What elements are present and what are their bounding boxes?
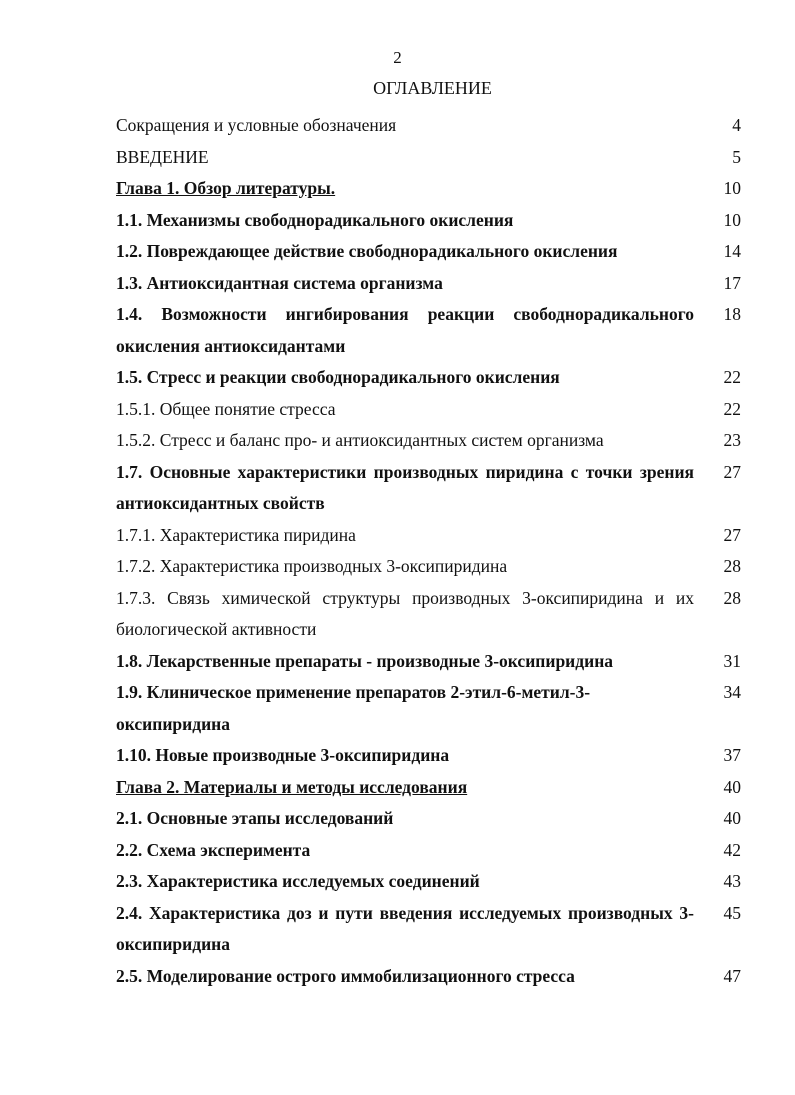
toc-entry-page: 18 [723,304,741,324]
page-number: 2 [393,48,402,67]
toc-entry-text: 1.1. Механизмы свободнорадикального окисления [116,209,514,230]
toc-entry-page: 47 [723,965,741,986]
toc-entry-text: 1.5.2. Стресс и баланс про- и антиоксидантных систем организма [116,430,604,450]
toc-entry [116,803,741,835]
toc-entry-page: 43 [723,871,741,891]
toc-entry-page: 27 [723,524,741,545]
toc-entry-text: 1.2. Повреждающее действие свободнорадикального окисления [116,241,618,261]
toc-entry-page: 28 [723,556,741,576]
toc-entry-page: 10 [723,209,741,230]
toc-entry [116,142,741,174]
toc-entry [116,961,741,993]
toc-title: ОГЛАВЛЕНИЕ [373,78,492,98]
toc-entry-text: 2.4. Характеристика доз и пути введения исследуемых производных 3-оксипиридина [116,902,694,954]
toc-entry-text: 1.5. Стресс и реакции свободнорадикального окисления [116,367,560,387]
toc-entry-text: 1.8. Лекарственные препараты - производные 3-оксипиридина [116,650,614,671]
toc-entry [116,520,741,552]
toc-entry [116,646,741,678]
toc-entry-page: 22 [723,398,741,419]
toc-entry [116,299,741,362]
toc-entry [116,583,741,646]
toc-entry [116,425,741,457]
toc-entry-text: 1.9. Клиническое применение препаратов 2-этил-6-метил-3-оксипиридина [116,682,591,734]
toc-entry-page: 42 [723,839,741,860]
toc-entry-text: Сокращения и условные обозначения [116,115,397,135]
toc-entry-text: Глава 1. Обзор литературы. [116,178,336,198]
toc-entry-page: 34 [723,682,741,702]
toc-entry [116,205,741,237]
toc-entry [116,362,741,394]
toc-entry-text: 1.4. Возможности ингибирования реакции свободнорадикального окисления антиоксидантами [116,304,694,356]
toc-entry-text: 1.7.3. Связь химической структуры производных 3-оксипиридина и их биологической активности [116,587,694,639]
toc-entry-page: 31 [723,650,741,671]
toc-entry-page: 10 [723,178,741,198]
toc-entry [116,457,741,520]
toc-entry [116,772,741,804]
toc-entry [116,268,741,300]
toc-entry [116,394,741,426]
toc-entry-text: 2.5. Моделирование острого иммобилизационного стресса [116,965,575,986]
toc-entry-page: 28 [723,587,741,608]
toc-entry [116,551,741,583]
toc-entry [116,898,741,961]
toc-entry-page: 27 [723,461,741,482]
toc-entry-page: 40 [723,776,741,797]
toc-entry-page: 22 [723,367,741,387]
toc-entry [116,866,741,898]
toc-entry [116,236,741,268]
toc-entry [116,677,741,740]
toc-entry-page: 23 [723,430,741,450]
toc-entry [116,740,741,772]
toc-entry-page: 4 [732,115,741,135]
toc-entry-page: 5 [732,146,741,167]
toc-entry [116,835,741,867]
toc-entry-text: 1.3. Антиоксидантная система организма [116,272,443,293]
toc-entry-text: 1.7.1. Характеристика пиридина [116,524,356,545]
toc-entry-text: 1.5.1. Общее понятие стресса [116,398,336,419]
toc-entry-text: Глава 2. Материалы и методы исследования [116,776,468,797]
toc-entry-text: 2.1. Основные этапы исследований [116,808,394,828]
toc-entry-page: 40 [723,808,741,828]
toc-entry [116,173,741,205]
toc-entry-page: 45 [723,902,741,923]
toc-entry-text: 1.10. Новые производные 3-оксипиридина [116,745,450,765]
toc-entry-text: 1.7.2. Характеристика производных 3-оксипиридина [116,556,508,576]
toc-entry-text: 2.2. Схема эксперимента [116,839,311,860]
toc-entry-text: ВВЕДЕНИЕ [116,146,209,167]
toc-entry-text: 1.7. Основные характеристики производных пиридина с точки зрения антиоксидантных свойств [116,461,694,513]
toc-entry-page: 17 [723,272,741,293]
toc-entry-page: 37 [723,745,741,765]
toc-list [116,110,741,992]
toc-entry-text: 2.3. Характеристика исследуемых соединений [116,871,480,891]
toc-entry [116,110,741,142]
toc-entry-page: 14 [723,241,741,261]
